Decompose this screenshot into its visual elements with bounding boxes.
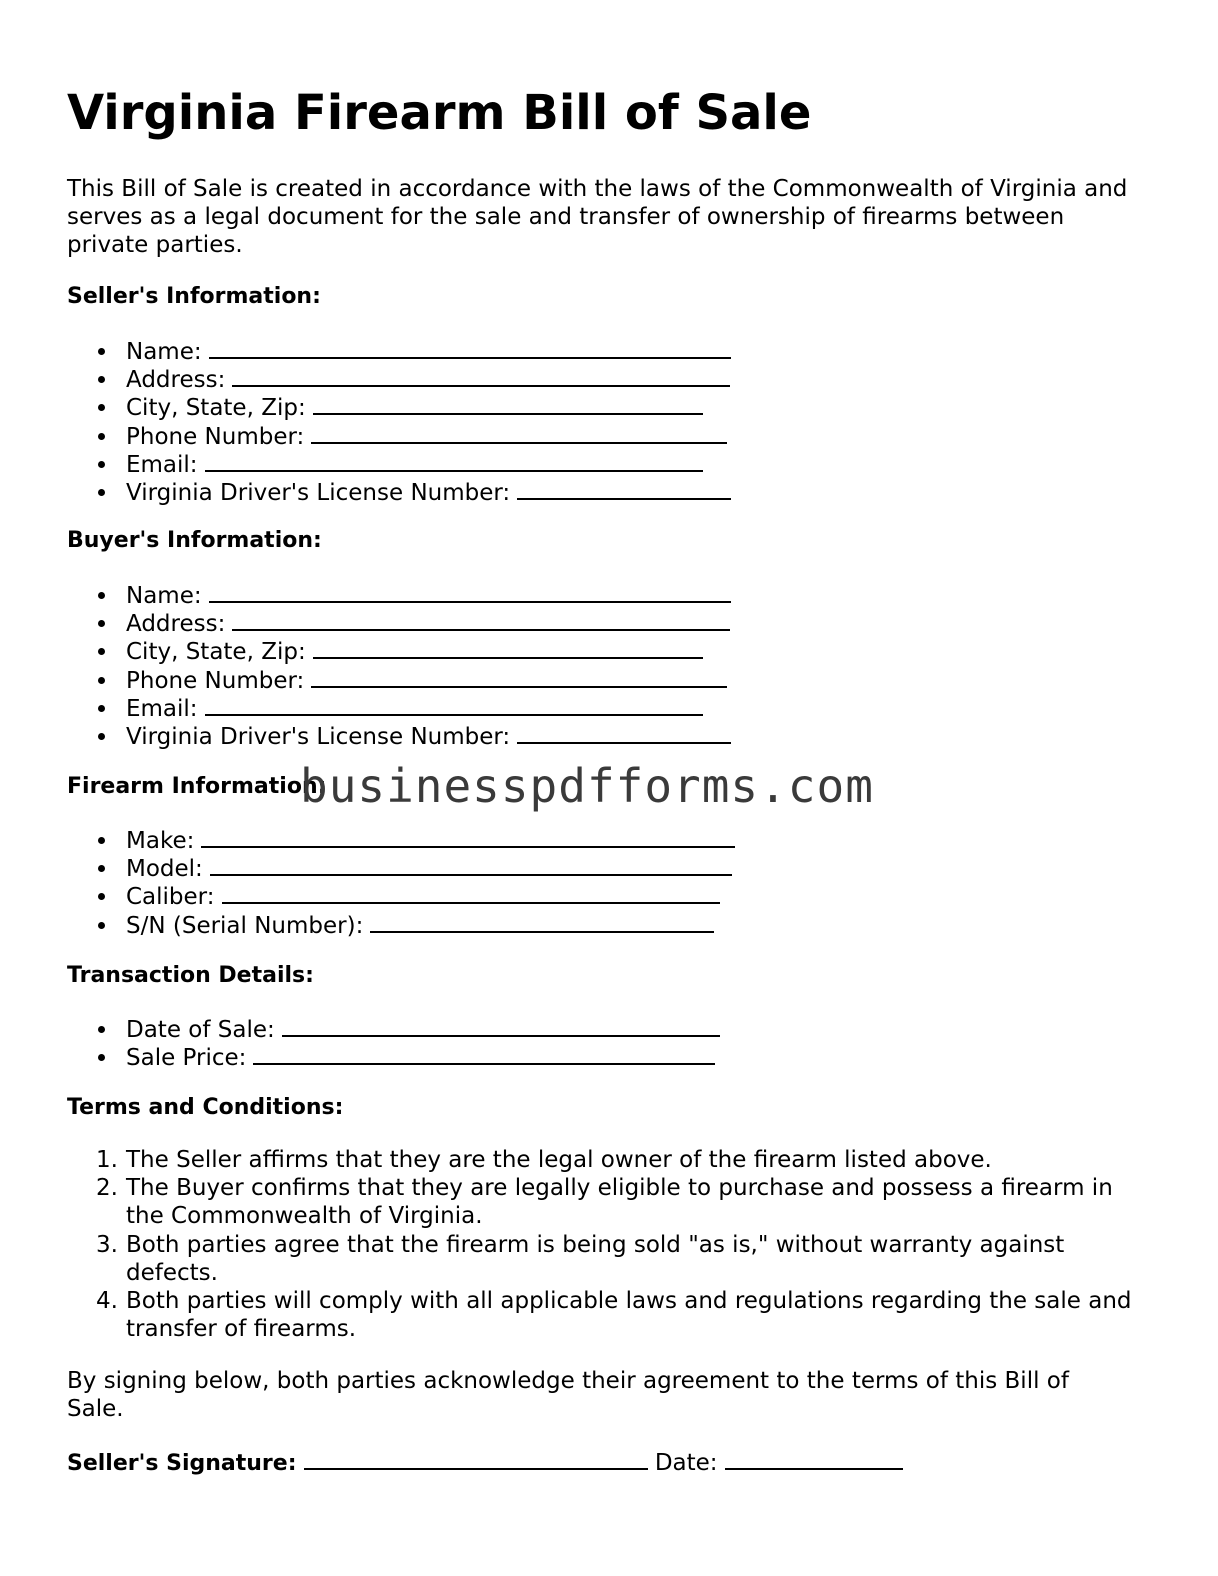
bullet-icon	[98, 705, 105, 712]
firearm-fields	[67, 825, 735, 938]
terms-item: 1. The Seller affirms that they are the legal owner of the firearm listed above.	[96, 1147, 992, 1173]
transaction-heading: Transaction Details:	[67, 963, 314, 988]
sale-date-blank[interactable]	[282, 1014, 720, 1037]
bullet-icon	[98, 733, 105, 740]
transaction-fields	[67, 1014, 720, 1070]
seller-signature-blank[interactable]	[304, 1447, 648, 1470]
bullet-icon	[98, 677, 105, 684]
bullet-icon	[98, 865, 105, 872]
firearm-make-blank[interactable]	[201, 825, 735, 848]
document-title: Virginia Firearm Bill of Sale	[67, 85, 812, 141]
seller-city-state-zip-field: City, State, Zip:	[67, 392, 731, 420]
seller-phone-blank[interactable]	[311, 421, 727, 444]
terms-item: 2. The Buyer confirms that they are legally eligible to purchase and possess a firearm in the Commonwealth of Virginia.	[96, 1175, 1113, 1230]
buyer-name-field: Name:	[67, 580, 731, 608]
buyer-email-field: Email:	[67, 693, 731, 721]
bullet-icon	[98, 404, 105, 411]
terms-list	[67, 1146, 1157, 1343]
seller-email-field: Email:	[67, 449, 731, 477]
bullet-icon	[98, 489, 105, 496]
firearm-serial-field: S/N (Serial Number):	[67, 910, 735, 938]
buyer-phone-field: Phone Number:	[67, 665, 731, 693]
firearm-heading: Firearm Information:	[67, 774, 327, 799]
closing-paragraph: By signing below, both parties acknowledge their agreement to the terms of this Bill of Sale.	[67, 1368, 1069, 1423]
sale-date-field: Date of Sale:	[67, 1014, 720, 1042]
buyer-license-field: Virginia Driver's License Number:	[67, 721, 731, 749]
bullet-icon	[98, 837, 105, 844]
sale-price-blank[interactable]	[253, 1042, 715, 1065]
seller-signature-label: Seller's Signature:	[67, 1451, 297, 1476]
seller-address-field: Address:	[67, 364, 731, 392]
firearm-make-field: Make:	[67, 825, 735, 853]
signature-row	[67, 1447, 903, 1478]
bullet-icon	[98, 1026, 105, 1033]
seller-license-field: Virginia Driver's License Number:	[67, 477, 731, 505]
bullet-icon	[98, 348, 105, 355]
firearm-caliber-field: Caliber:	[67, 881, 735, 909]
bullet-icon	[98, 620, 105, 627]
seller-email-blank[interactable]	[205, 449, 703, 472]
bullet-icon	[98, 376, 105, 383]
seller-name-field: Name:	[67, 336, 731, 364]
sale-price-field: Sale Price:	[67, 1042, 720, 1070]
signature-date-blank[interactable]	[725, 1447, 903, 1470]
buyer-address-field: Address:	[67, 608, 731, 636]
signature-date-label: Date:	[654, 1450, 718, 1476]
firearm-model-blank[interactable]	[210, 853, 732, 876]
buyer-email-blank[interactable]	[205, 693, 703, 716]
seller-fields	[67, 336, 731, 505]
buyer-heading: Buyer's Information:	[67, 528, 322, 553]
bullet-icon	[98, 648, 105, 655]
seller-license-blank[interactable]	[517, 477, 731, 500]
bullet-icon	[98, 592, 105, 599]
buyer-address-blank[interactable]	[232, 608, 730, 631]
seller-heading: Seller's Information:	[67, 284, 321, 309]
bullet-icon	[98, 433, 105, 440]
seller-city-state-zip-blank[interactable]	[313, 392, 703, 415]
seller-name-blank[interactable]	[209, 336, 731, 359]
bullet-icon	[98, 461, 105, 468]
watermark: businesspdfforms.com	[300, 759, 874, 813]
seller-address-blank[interactable]	[232, 364, 730, 387]
firearm-model-field: Model:	[67, 853, 735, 881]
bullet-icon	[98, 1054, 105, 1061]
terms-heading: Terms and Conditions:	[67, 1095, 344, 1120]
buyer-city-state-zip-blank[interactable]	[313, 636, 703, 659]
bullet-icon	[98, 922, 105, 929]
terms-item: 3. Both parties agree that the firearm is being sold "as is," without warranty against defects.	[96, 1231, 1065, 1286]
intro-paragraph: This Bill of Sale is created in accordance with the laws of the Commonwealth of Virginia and serves as a legal document for the sale and transfer of ownership of firearms between private parties.	[67, 176, 1128, 259]
buyer-phone-blank[interactable]	[311, 665, 727, 688]
firearm-serial-blank[interactable]	[370, 910, 714, 933]
buyer-name-blank[interactable]	[209, 580, 731, 603]
buyer-license-blank[interactable]	[517, 721, 731, 744]
terms-item: 4. Both parties will comply with all applicable laws and regulations regarding the sale and transfer of firearms.	[96, 1288, 1132, 1343]
firearm-caliber-blank[interactable]	[222, 881, 720, 904]
bullet-icon	[98, 893, 105, 900]
buyer-city-state-zip-field: City, State, Zip:	[67, 636, 731, 664]
seller-phone-field: Phone Number:	[67, 421, 731, 449]
buyer-fields	[67, 580, 731, 749]
